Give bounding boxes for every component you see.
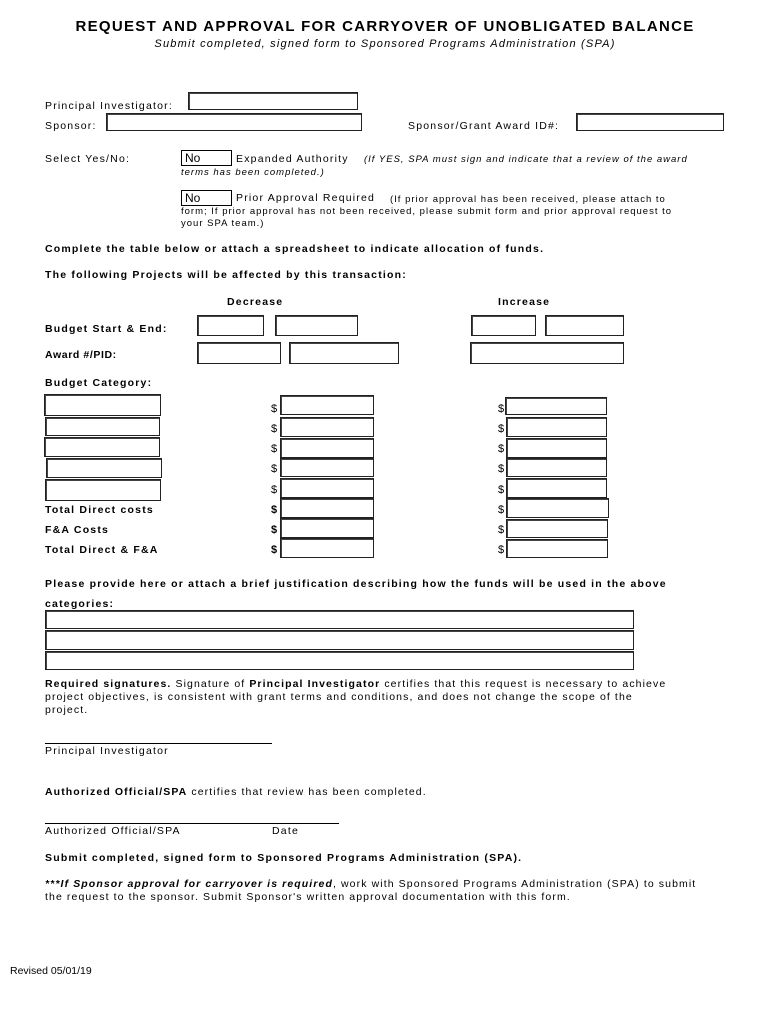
decrease-total-fa[interactable] bbox=[280, 538, 374, 558]
sponsor-approval-line2: the request to the sponsor. Submit Sponsor's written approval documentation with this form. bbox=[45, 891, 571, 903]
award-id-input[interactable] bbox=[576, 113, 724, 131]
currency-symbol: $ bbox=[271, 443, 278, 455]
prior-approval-label: Prior Approval Required bbox=[236, 192, 376, 204]
decrease-total-direct[interactable] bbox=[280, 498, 374, 518]
form-subtitle: Submit completed, signed form to Sponsored Programs Administration (SPA) bbox=[154, 38, 616, 50]
increase-total-fa[interactable] bbox=[506, 539, 608, 558]
decrease-award-input[interactable] bbox=[197, 342, 281, 364]
currency-symbol: $ bbox=[498, 403, 505, 415]
decrease-start-input[interactable] bbox=[197, 315, 264, 336]
prior-approval-note-3: your SPA team.) bbox=[181, 218, 265, 229]
increase-header: Increase bbox=[498, 296, 551, 308]
category-input-1[interactable] bbox=[44, 394, 161, 416]
increase-amount-3[interactable] bbox=[506, 438, 607, 458]
category-input-3[interactable] bbox=[44, 437, 160, 457]
increase-amount-2[interactable] bbox=[506, 417, 607, 437]
prior-approval-note-2: form; If prior approval has not been received, please submit form and prior approval request to bbox=[181, 206, 673, 217]
currency-symbol: $ bbox=[498, 504, 505, 516]
currency-symbol: $ bbox=[271, 403, 278, 415]
total-fa-label: Total Direct & F&A bbox=[45, 544, 159, 556]
required-pi-bold: Principal Investigator bbox=[249, 678, 381, 690]
sponsor-input[interactable] bbox=[106, 113, 362, 131]
decrease-amount-3[interactable] bbox=[280, 438, 374, 458]
increase-amount-1[interactable] bbox=[505, 397, 607, 415]
currency-symbol: $ bbox=[271, 423, 278, 435]
form-title: REQUEST AND APPROVAL FOR CARRYOVER OF UNOBLIGATED BALANCE bbox=[75, 18, 695, 35]
expanded-authority-note-2: terms has been completed.) bbox=[181, 167, 325, 178]
pi-input[interactable] bbox=[188, 92, 358, 110]
authorized-official-statement bbox=[45, 786, 427, 798]
currency-symbol: $ bbox=[271, 524, 278, 536]
date-label: Date bbox=[272, 825, 299, 837]
fa-costs-label: F&A Costs bbox=[45, 524, 110, 536]
category-input-5[interactable] bbox=[45, 479, 161, 501]
increase-total-direct[interactable] bbox=[506, 498, 609, 518]
required-text-part: certifies that this request is necessary to achieve bbox=[380, 678, 667, 690]
authorized-official-bold: Authorized Official/SPA bbox=[45, 786, 188, 798]
submit-note: Submit completed, signed form to Sponsored Programs Administration (SPA). bbox=[45, 852, 523, 864]
total-direct-label: Total Direct costs bbox=[45, 504, 154, 516]
decrease-pid-input[interactable] bbox=[289, 342, 399, 364]
complete-table-instruction: Complete the table below or attach a spreadsheet to indicate allocation of funds. bbox=[45, 243, 545, 255]
currency-symbol: $ bbox=[498, 463, 505, 475]
category-input-4[interactable] bbox=[46, 458, 162, 478]
justification-input-1[interactable] bbox=[45, 610, 634, 629]
increase-amount-4[interactable] bbox=[506, 458, 607, 477]
required-text-line2: project objectives, is consistent with grant terms and conditions, and does not change the scope of the bbox=[45, 691, 633, 703]
ao-signature-line[interactable] bbox=[45, 823, 339, 824]
justification-prompt-1: Please provide here or attach a brief justification describing how the funds will be used in the above bbox=[45, 578, 667, 590]
currency-symbol: $ bbox=[271, 463, 278, 475]
justification-prompt-2: categories: bbox=[45, 598, 115, 610]
revised-date: Revised 05/01/19 bbox=[10, 965, 92, 977]
decrease-fa-costs[interactable] bbox=[280, 518, 374, 538]
award-pid-label: Award #/PID: bbox=[45, 349, 117, 361]
required-signatures-text bbox=[45, 678, 745, 717]
sponsor-label: Sponsor: bbox=[45, 120, 97, 132]
prior-approval-note-1: (If prior approval has been received, please attach to bbox=[390, 194, 666, 205]
currency-symbol: $ bbox=[498, 484, 505, 496]
currency-symbol: $ bbox=[271, 544, 278, 556]
expanded-authority-select[interactable]: No bbox=[181, 150, 232, 166]
pi-signature-label: Principal Investigator bbox=[45, 745, 169, 757]
required-text-part: Signature of bbox=[171, 678, 250, 690]
budget-dates-label: Budget Start & End: bbox=[45, 323, 168, 335]
decrease-amount-4[interactable] bbox=[280, 458, 374, 477]
pi-signature-line[interactable] bbox=[45, 743, 272, 744]
expanded-authority-label: Expanded Authority bbox=[236, 153, 349, 165]
currency-symbol: $ bbox=[498, 443, 505, 455]
award-id-label: Sponsor/Grant Award ID#: bbox=[408, 120, 560, 132]
expanded-authority-note-1: (If YES, SPA must sign and indicate that a review of the award bbox=[364, 154, 688, 165]
ao-signature-label: Authorized Official/SPA bbox=[45, 825, 181, 837]
sponsor-approval-note bbox=[45, 878, 765, 904]
increase-award-pid-input[interactable] bbox=[470, 342, 624, 364]
required-text-line3: project. bbox=[45, 704, 89, 716]
increase-end-input[interactable] bbox=[545, 315, 624, 336]
sponsor-approval-bold: ***If Sponsor approval for carryover is required bbox=[45, 878, 333, 890]
justification-input-3[interactable] bbox=[45, 651, 634, 670]
increase-start-input[interactable] bbox=[471, 315, 536, 336]
decrease-amount-2[interactable] bbox=[280, 417, 374, 437]
increase-amount-5[interactable] bbox=[506, 478, 607, 498]
authorized-official-text: certifies that review has been completed. bbox=[187, 786, 427, 798]
currency-symbol: $ bbox=[498, 544, 505, 556]
currency-symbol: $ bbox=[498, 423, 505, 435]
required-signatures-heading: Required signatures. bbox=[45, 678, 172, 690]
currency-symbol: $ bbox=[271, 504, 278, 516]
increase-fa-costs[interactable] bbox=[506, 519, 608, 538]
sponsor-approval-text: , work with Sponsored Programs Administration (SPA) to submit bbox=[332, 878, 697, 890]
projects-affected-instruction: The following Projects will be affected by this transaction: bbox=[45, 269, 407, 281]
currency-symbol: $ bbox=[271, 484, 278, 496]
prior-approval-select[interactable]: No bbox=[181, 190, 232, 206]
budget-category-label: Budget Category: bbox=[45, 377, 153, 389]
select-label: Select Yes/No: bbox=[45, 153, 131, 165]
pi-label: Principal Investigator: bbox=[45, 100, 173, 112]
category-input-2[interactable] bbox=[45, 417, 160, 436]
decrease-amount-5[interactable] bbox=[280, 478, 374, 498]
decrease-header: Decrease bbox=[227, 296, 284, 308]
decrease-amount-1[interactable] bbox=[280, 395, 374, 415]
currency-symbol: $ bbox=[498, 524, 505, 536]
decrease-end-input[interactable] bbox=[275, 315, 358, 336]
justification-input-2[interactable] bbox=[45, 630, 634, 650]
